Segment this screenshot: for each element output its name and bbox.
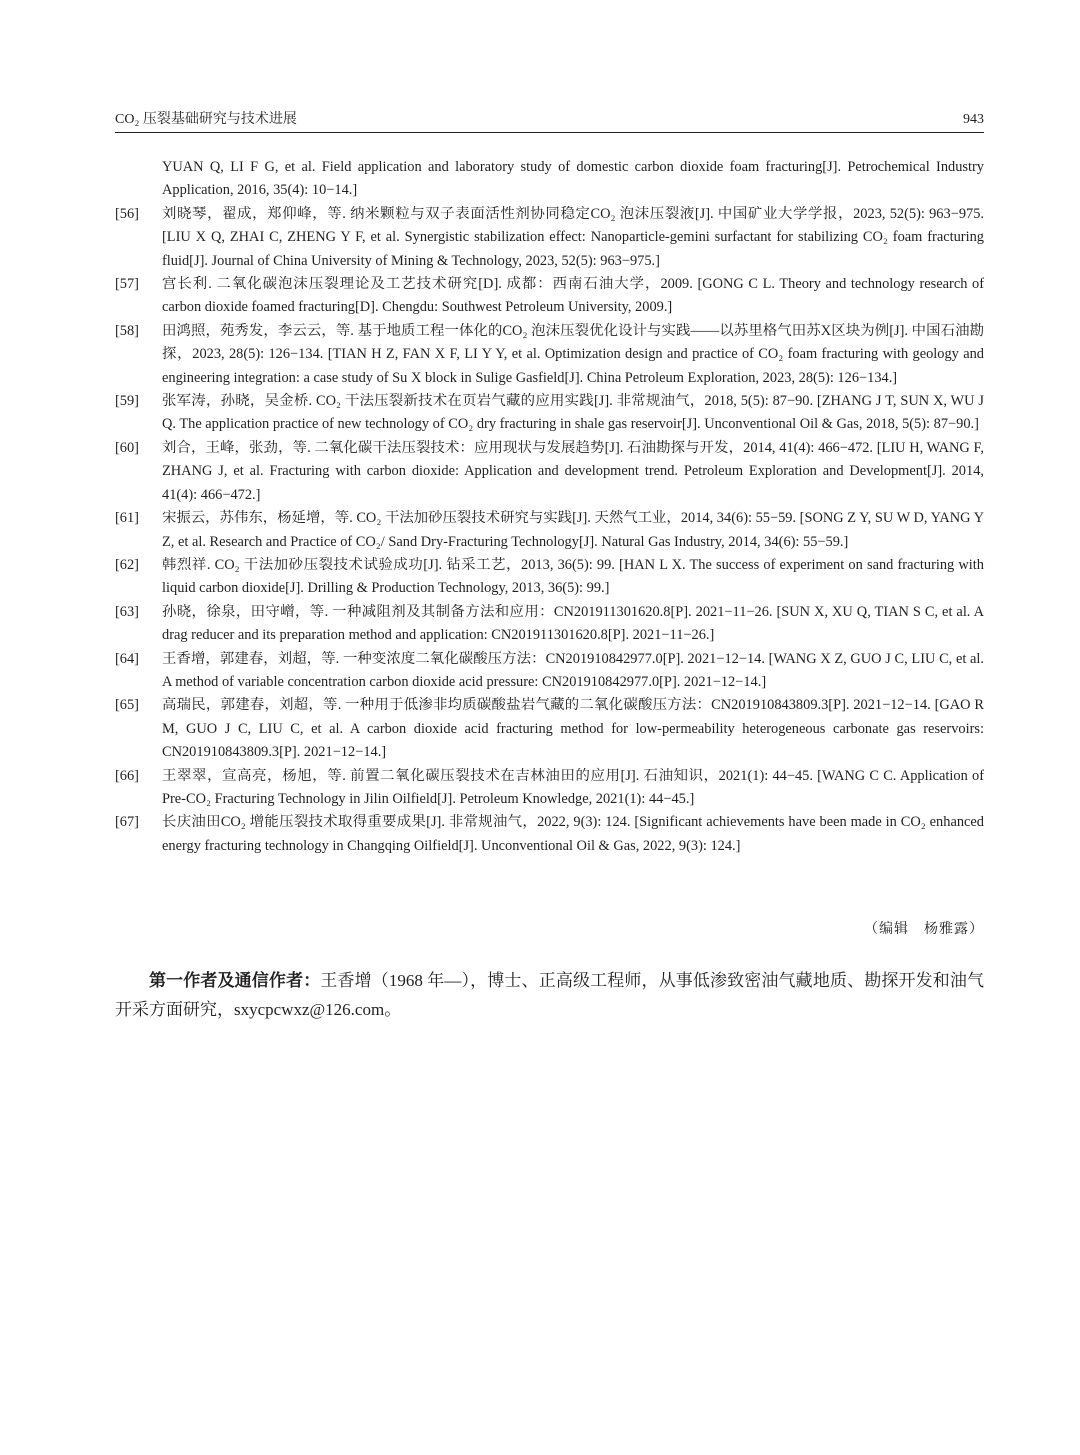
reference-item: [115, 273, 984, 320]
reference-number: [63]: [115, 603, 139, 620]
reference-list: [115, 156, 984, 858]
author-bio-text: 王香增（1968 年—），博士、正高级工程师，从事低渗致密油气藏地质、勘探开发和油气开采方面研究，sxycpcwxz@126.com。: [115, 971, 985, 1019]
reference-number: [66]: [115, 767, 139, 784]
author-bio-label: 第一作者及通信作者：: [149, 971, 321, 990]
reference-number: [56]: [115, 205, 139, 222]
reference-item: [115, 156, 984, 203]
reference-text: 张军涛，孙晓，吴金桥. CO₂ 干法压裂新技术在页岩气藏的应用实践[J]. 非常规油气，2018, 5(5): 87−90. [ZHANG J T, SUN X, WU J Q. The application practice of new technology of CO₂ dry fracturing in shale gas reservoir[J]. Unconventional Oil & Gas, 2018, 5(5): 87−90.]: [162, 393, 984, 433]
reference-number: [67]: [115, 814, 139, 831]
reference-text: 王香增，郭建春，刘超，等. 一种变浓度二氧化碳酸压方法：CN201910842977.0[P]. 2021−12−14. [WANG X Z, GUO J C, LIU C, et al. A method of variable concentration carbon dioxide acid pressure: CN201910842977.0[P]. 2021−12−14.]: [162, 650, 984, 690]
reference-number: [57]: [115, 276, 139, 293]
reference-text: 宋振云，苏伟东，杨延增，等. CO₂ 干法加砂压裂技术研究与实践[J]. 天然气工业，2014, 34(6): 55−59. [SONG Z Y, SU W D, YANG Y Z, et al. Research and Practice of CO₂/ Sand Dry-Fracturing Technology[J]. Natural Gas Industry, 2014, 34(6): 55−59.]: [162, 510, 984, 550]
journal-title: CO₂ 压裂基础研究与技术进展: [115, 112, 297, 127]
reference-item: [115, 203, 984, 273]
reference-number: [61]: [115, 510, 139, 527]
running-header: [115, 106, 984, 133]
reference-item: [115, 765, 984, 812]
reference-number: [58]: [115, 322, 139, 339]
reference-text: 韩烈祥. CO₂ 干法加砂压裂技术试验成功[J]. 钻采工艺，2013, 36(5): 99. [HAN L X. The success of experiment on sand fracturing with liquid carbon dioxide[J]. Drilling & Production Technology, 2013, 36(5): 99.]: [162, 556, 984, 597]
reference-text: 刘晓琴，翟成，郑仰峰，等. 纳米颗粒与双子表面活性剂协同稳定CO₂ 泡沫压裂液[J]. 中国矿业大学学报，2023, 52(5): 963−975. [LIU X Q, ZHAI C, ZHENG Y F, et al. Synergistic stabilization effect: Nanoparticle-gemini surfactant for stabilizing CO₂ foam fracturing fluid[J]. Journal of China University of Mining & Technology, 2023, 52(5): 963−975.]: [162, 205, 984, 269]
reference-text: 刘合，王峰，张劲，等. 二氧化碳干法压裂技术：应用现状与发展趋势[J]. 石油勘探与开发，2014, 41(4): 466−472. [LIU H, WANG F, ZHANG J, et al. Fracturing with carbon dioxide: Application and development trend. Petroleum Exploration and Development[J]. 2014, 41(4): 466−472.]: [162, 439, 984, 503]
reference-text: 王翠翠，宣高亮，杨旭，等. 前置二氧化碳压裂技术在吉林油田的应用[J]. 石油知识，2021(1): 44−45. [WANG C C. Application of Pre-CO₂ Fracturing Technology in Jilin Oilfield[J]. Petroleum Knowledge, 2021(1): 44−45.]: [162, 767, 984, 807]
reference-text: 高瑞民，郭建春，刘超，等. 一种用于低渗非均质碳酸盐岩气藏的二氧化碳酸压方法：CN201910843809.3[P]. 2021−12−14. [GAO R M, GUO J C, LIU C, et al. A carbon dioxide acid fracturing method for low-permeability heterogeneous carbonate gas reservoirs: CN201910843809.3[P]. 2021−12−14.]: [162, 697, 984, 761]
reference-text: 孙晓，徐泉，田守嶒，等. 一种减阻剂及其制备方法和应用：CN201911301620.8[P]. 2021−11−26. [SUN X, XU Q, TIAN S C, et al. A drag reducer and its preparation method and application: CN201911301620.8[P]. 2021−11−26.]: [162, 603, 984, 644]
reference-item: [115, 437, 984, 507]
reference-item: [115, 507, 984, 554]
reference-item: [115, 601, 984, 648]
reference-number: [64]: [115, 650, 139, 667]
reference-text: 田鸿照，苑秀发，李云云，等. 基于地质工程一体化的CO₂ 泡沫压裂优化设计与实践——以苏里格气田苏X区块为例[J]. 中国石油勘探，2023, 28(5): 126−134. [TIAN H Z, FAN X F, LI Y Y, et al. Optimization design and practice of CO₂ foam fracturing with geology and engineering integration: a case study of Su X block in Sulige Gasfield[J]. China Petroleum Exploration, 2023, 28(5): 126−134.]: [162, 322, 984, 386]
reference-number: [65]: [115, 697, 139, 714]
reference-item: [115, 811, 984, 858]
reference-item: [115, 694, 984, 764]
reference-item: [115, 390, 984, 437]
reference-item: [115, 554, 984, 601]
page-number: 943: [963, 112, 984, 127]
reference-number: [59]: [115, 393, 139, 410]
reference-number: [60]: [115, 439, 139, 456]
editor-credit: （编辑 杨雅露）: [864, 922, 984, 937]
author-bio: [115, 966, 984, 1024]
reference-item: [115, 648, 984, 695]
reference-text: YUAN Q, LI F G, et al. Field application and laboratory study of domestic carbon dioxide foam fracturing[J]. Petrochemical Industry Application, 2016, 35(4): 10−14.]: [162, 159, 984, 199]
reference-item: [115, 320, 984, 390]
reference-number: [62]: [115, 556, 139, 573]
reference-text: 宫长利. 二氧化碳泡沫压裂理论及工艺技术研究[D]. 成都：西南石油大学，2009. [GONG C L. Theory and technology research of carbon dioxide foamed fracturing[D]. Chengdu: Southwest Petroleum University, 2009.]: [162, 276, 984, 316]
reference-text: 长庆油田CO₂ 增能压裂技术取得重要成果[J]. 非常规油气，2022, 9(3): 124. [Significant achievements have been made in CO₂ enhanced energy fracturing technology in Changqing Oilfield[J]. Unconventional Oil & Gas, 2022, 9(3): 124.]: [162, 814, 984, 854]
